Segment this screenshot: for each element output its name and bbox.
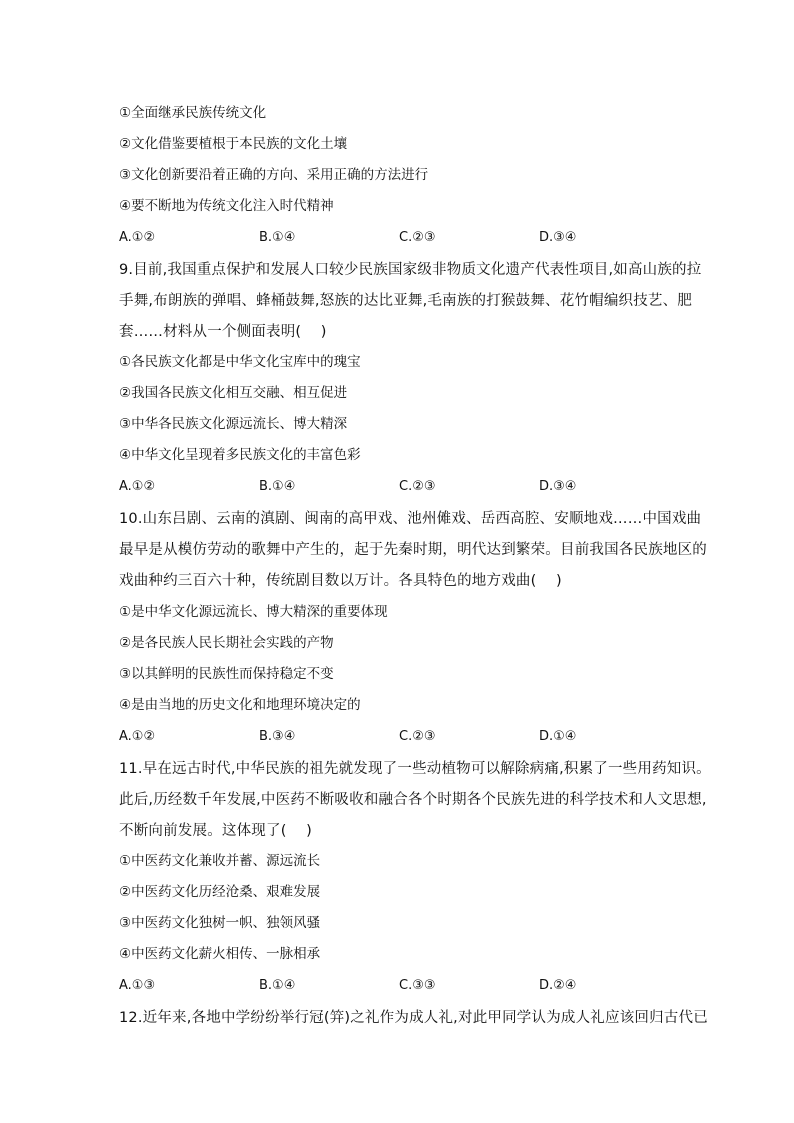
q8-answer-choices: [119, 229, 679, 247]
q11-option-3: ③中医药文化独树一帜、独领风骚: [119, 915, 321, 931]
q9-option-3: ③中华各民族文化源远流长、博大精深: [119, 416, 348, 432]
q10-choice-b[interactable]: B.③④: [259, 729, 296, 744]
q12-stem-line-1: 12.近年来,各地中学纷纷举行冠(笄)之礼作为成人礼,对此甲同学认为成人礼应该回归古代已: [119, 1010, 708, 1026]
q11-stem-line-1: 11.早在远古时代,中华民族的祖先就发现了一些动植物可以解除病痛,积累了一些用药知识。: [119, 761, 711, 777]
q8-option-3: ③文化创新要沿着正确的方向、采用正确的方法进行: [119, 167, 429, 183]
q8-option-4: ④要不断地为传统文化注入时代精神: [119, 198, 334, 214]
q10-choice-a[interactable]: A.①②: [119, 729, 156, 744]
q8-option-2: ②文化借鉴要植根于本民族的文化土壤: [119, 136, 348, 152]
q10-option-1: ①是中华文化源远流长、博大精深的重要体现: [119, 604, 388, 620]
q9-choice-b[interactable]: B.①④: [259, 479, 296, 494]
q10-choice-c[interactable]: C.②③: [399, 729, 436, 744]
q11-choice-b[interactable]: B.①④: [259, 978, 296, 993]
q9-choice-d[interactable]: D.③④: [539, 479, 577, 494]
q9-option-1: ①各民族文化都是中华文化宝库中的瑰宝: [119, 354, 361, 370]
q10-option-2: ②是各民族人民长期社会实践的产物: [119, 635, 334, 651]
q10-option-4: ④是由当地的历史文化和地理环境决定的: [119, 697, 361, 713]
q9-choice-a[interactable]: A.①②: [119, 479, 156, 494]
q11-option-2: ②中医药文化历经沧桑、艰难发展: [119, 884, 321, 900]
q9-stem-line-2: 手舞,布朗族的弹唱、蜂桶鼓舞,怒族的达比亚舞,毛南族的打猴鼓舞、花竹帽编织技艺、肥: [119, 293, 693, 309]
q11-choice-a[interactable]: A.①③: [119, 978, 156, 993]
q9-answer-choices: [119, 478, 679, 496]
q11-stem-line-3: 不断向前发展。这体现了( ): [119, 823, 312, 839]
q10-stem-line-1: 10.山东吕剧、云南的滇剧、闽南的高甲戏、池州傩戏、岳西高腔、安顺地戏……中国戏曲: [119, 511, 702, 527]
q11-choice-c[interactable]: C.③③: [399, 978, 436, 993]
q8-choice-c[interactable]: C.②③: [399, 230, 436, 245]
q10-option-3: ③以其鲜明的民族性而保持稳定不变: [119, 666, 334, 682]
q8-choice-a[interactable]: A.①②: [119, 230, 156, 245]
q9-stem-line-1: 9.目前,我国重点保护和发展人口较少民族国家级非物质文化遗产代表性项目,如高山族的拉: [119, 262, 702, 278]
q8-choice-b[interactable]: B.①④: [259, 230, 296, 245]
q11-answer-choices: [119, 977, 679, 995]
q11-option-4: ④中医药文化薪火相传、一脉相承: [119, 946, 321, 962]
q9-choice-c[interactable]: C.②③: [399, 479, 436, 494]
q11-stem-line-2: 此后,历经数千年发展,中医药不断吸收和融合各个时期各个民族先进的科学技术和人文思想,: [119, 792, 707, 808]
q10-stem-line-2: 最早是从模仿劳动的歌舞中产生的，起于先秦时期，明代达到繁荣。目前我国各民族地区的: [119, 542, 707, 558]
q9-option-4: ④中华文化呈现着多民族文化的丰富色彩: [119, 447, 361, 463]
q9-stem-line-3: 套……材料从一个侧面表明( ): [119, 324, 327, 340]
q8-option-1: ①全面继承民族传统文化: [119, 105, 267, 121]
q10-answer-choices: [119, 728, 679, 746]
q9-option-2: ②我国各民族文化相互交融、相互促进: [119, 385, 348, 401]
q10-choice-d[interactable]: D.①④: [539, 729, 577, 744]
q10-stem-line-3: 戏曲种约三百六十种，传统剧目数以万计。各具特色的地方戏曲( ): [119, 573, 562, 589]
q8-choice-d[interactable]: D.③④: [539, 230, 577, 245]
q11-choice-d[interactable]: D.②④: [539, 978, 577, 993]
q11-option-1: ①中医药文化兼收并蓄、源远流长: [119, 853, 321, 869]
